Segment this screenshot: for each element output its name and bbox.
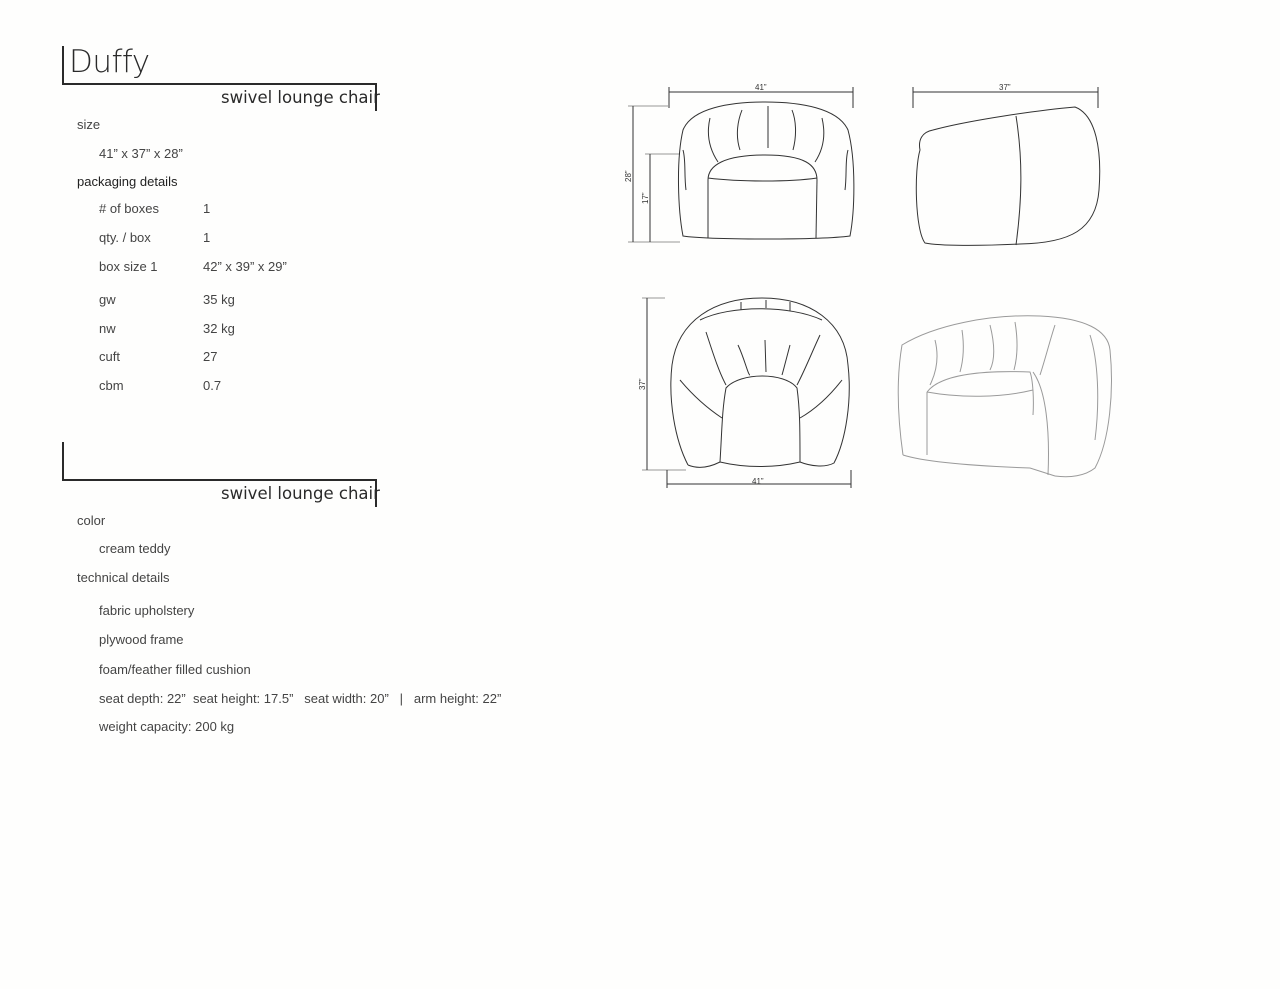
packaging-value: 35 kg: [203, 292, 235, 307]
second-subtitle: swivel lounge chair: [221, 484, 380, 503]
page-title: Duffy: [69, 44, 150, 80]
size-value: 41” x 37” x 28”: [99, 146, 183, 161]
packaging-value: 42” x 39” x 29”: [203, 259, 287, 274]
packaging-label: packaging details: [77, 174, 178, 189]
technical-item: plywood frame: [99, 632, 184, 647]
technical-label: technical details: [77, 570, 170, 585]
top-width-label: 41”: [752, 477, 764, 486]
packaging-key: cbm: [99, 378, 124, 393]
packaging-key: qty. / box: [99, 230, 151, 245]
packaging-value: 0.7: [203, 378, 222, 393]
packaging-value: 1: [203, 230, 211, 245]
top-depth-label: 37”: [638, 378, 647, 390]
front-width-label: 41”: [755, 83, 767, 92]
technical-item: fabric upholstery: [99, 603, 195, 618]
color-value: cream teddy: [99, 541, 171, 556]
technical-item: seat depth: 22” seat height: 17.5” seat width: 20” | arm height: 22”: [99, 691, 502, 706]
page-subtitle: swivel lounge chair: [221, 88, 380, 107]
packaging-key: nw: [99, 321, 116, 336]
seat-height-label: 17”: [641, 192, 650, 204]
packaging-value: 32 kg: [203, 321, 235, 336]
technical-item: foam/feather filled cushion: [99, 662, 251, 677]
packaging-key: box size 1: [99, 259, 158, 274]
side-depth-label: 37”: [999, 83, 1011, 92]
packaging-key: cuft: [99, 349, 120, 364]
size-label: size: [77, 117, 101, 132]
technical-item: weight capacity: 200 kg: [99, 719, 235, 734]
packaging-key: # of boxes: [99, 201, 159, 216]
packaging-value: 1: [203, 201, 211, 216]
packaging-value: 27: [203, 349, 218, 364]
color-label: color: [77, 513, 106, 528]
packaging-key: gw: [99, 292, 116, 307]
front-height-label: 28”: [624, 170, 633, 182]
